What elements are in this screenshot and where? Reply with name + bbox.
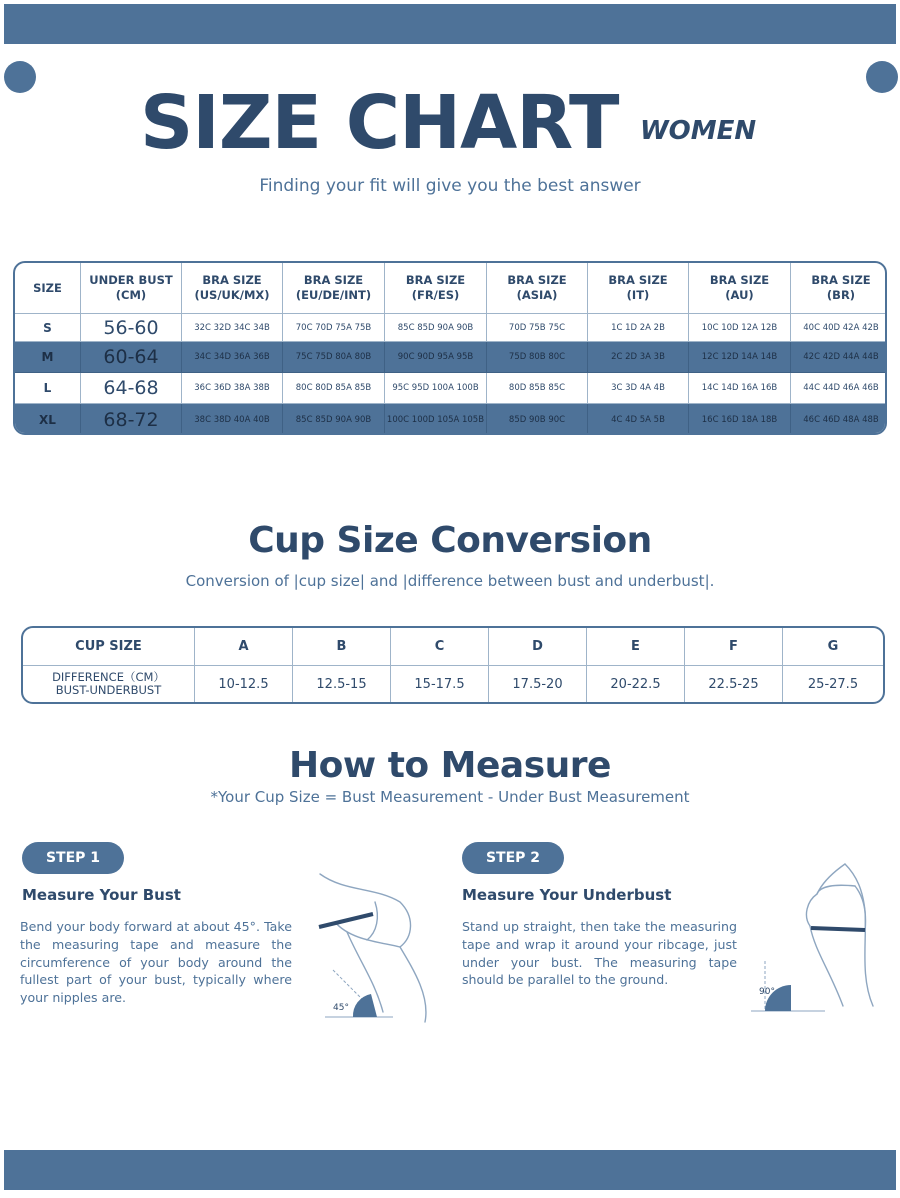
step2-pill: STEP 2	[462, 842, 564, 874]
step1-pill: STEP 1	[22, 842, 124, 874]
header-cell: BRA SIZE (BR)	[791, 263, 887, 314]
table-cell: 10C 10D 12A 12B	[689, 314, 791, 342]
table-cell: 70C 70D 75A 75B	[283, 314, 385, 342]
table-cell: 75D 80B 80C	[487, 342, 588, 373]
header-cell: SIZE	[15, 263, 81, 314]
difference-label: DIFFERENCE（CM） BUST-UNDERBUST	[23, 666, 195, 702]
header-cell: UNDER BUST (CM)	[81, 263, 182, 314]
header-cell: BRA SIZE (FR/ES)	[385, 263, 487, 314]
bust-measure-illustration-icon	[305, 862, 445, 1027]
table-cell: 4C 4D 5A 5B	[588, 404, 689, 435]
table-cell: 40C 40D 42A 42B	[791, 314, 887, 342]
table-cell: 90C 90D 95A 95B	[385, 342, 487, 373]
top-banner	[4, 4, 896, 44]
cup-cell: G	[783, 628, 883, 666]
table-cell: XL	[15, 404, 81, 435]
measure-note: *Your Cup Size = Bust Measurement - Under Bust Measurement	[210, 788, 690, 806]
table-cell: 60-64	[81, 342, 182, 373]
table-cell: S	[15, 314, 81, 342]
table-cell: 85C 85D 90A 90B	[283, 404, 385, 435]
table-cell: 3C 3D 4A 4B	[588, 373, 689, 404]
page-subtitle: Finding your fit will give you the best answer	[259, 176, 641, 196]
header-cell: BRA SIZE (ASIA)	[487, 263, 588, 314]
difference-cell: 22.5-25	[685, 666, 783, 702]
table-cell: 42C 42D 44A 44B	[791, 342, 887, 373]
step2-text: Stand up straight, then take the measuring tape and wrap it around your ribcage, just under your bust. The measuring tape should be parallel to the ground.	[462, 919, 737, 988]
difference-cell: 12.5-15	[293, 666, 391, 702]
underbust-measure-illustration-icon	[745, 856, 890, 1016]
table-cell: 16C 16D 18A 18B	[689, 404, 791, 435]
step1-text: Bend your body forward at about 45°. Take the measuring tape and measure the circumference of your body around the fullest part of your bust, typically where your nipples are.	[20, 919, 292, 1006]
page-title: SIZE CHART	[140, 80, 619, 166]
table-cell: 75C 75D 80A 80B	[283, 342, 385, 373]
table-cell: 100C 100D 105A 105B	[385, 404, 487, 435]
table-cell: M	[15, 342, 81, 373]
size-table	[13, 261, 887, 435]
measure-title: How to Measure	[289, 745, 611, 786]
decor-dot-left	[4, 61, 36, 93]
header-cell: BRA SIZE (EU/DE/INT)	[283, 263, 385, 314]
table-cell: 14C 14D 16A 16B	[689, 373, 791, 404]
bottom-banner	[4, 1150, 896, 1190]
cup-section-title: Cup Size Conversion	[248, 520, 652, 561]
table-cell: 85C 85D 90A 90B	[385, 314, 487, 342]
step1-title: Measure Your Bust	[22, 886, 181, 904]
table-cell: 34C 34D 36A 36B	[182, 342, 283, 373]
table-cell: 68-72	[81, 404, 182, 435]
cup-cell: A	[195, 628, 293, 666]
table-cell: 46C 46D 48A 48B	[791, 404, 887, 435]
cup-cell: D	[489, 628, 587, 666]
angle-label: 45°	[333, 1003, 349, 1013]
table-cell: 32C 32D 34C 34B	[182, 314, 283, 342]
table-cell: 80D 85B 85C	[487, 373, 588, 404]
cup-cell: C	[391, 628, 489, 666]
table-cell: 80C 80D 85A 85B	[283, 373, 385, 404]
difference-cell: 10-12.5	[195, 666, 293, 702]
angle-label: 90°	[759, 987, 775, 997]
table-cell: 95C 95D 100A 100B	[385, 373, 487, 404]
header-cell: BRA SIZE (IT)	[588, 263, 689, 314]
cup-cell: B	[293, 628, 391, 666]
table-cell: 38C 38D 40A 40B	[182, 404, 283, 435]
table-cell: 85D 90B 90C	[487, 404, 588, 435]
step2-title: Measure Your Underbust	[462, 886, 672, 904]
cup-section-subtitle: Conversion of |cup size| and |difference between bust and underbust|.	[185, 572, 715, 590]
cup-cell: E	[587, 628, 685, 666]
table-cell: 36C 36D 38A 38B	[182, 373, 283, 404]
table-cell: 64-68	[81, 373, 182, 404]
header-cell: BRA SIZE (US/UK/MX)	[182, 263, 283, 314]
title-tag: WOMEN	[640, 116, 757, 146]
difference-cell: 15-17.5	[391, 666, 489, 702]
cup-cell: F	[685, 628, 783, 666]
table-cell: 1C 1D 2A 2B	[588, 314, 689, 342]
difference-cell: 17.5-20	[489, 666, 587, 702]
decor-dot-right	[866, 61, 898, 93]
difference-cell: 25-27.5	[807, 676, 859, 692]
cup-size-label: CUP SIZE	[23, 628, 195, 666]
table-cell: 44C 44D 46A 46B	[791, 373, 887, 404]
table-cell: 2C 2D 3A 3B	[588, 342, 689, 373]
table-cell: 12C 12D 14A 14B	[689, 342, 791, 373]
table-cell: 56-60	[81, 314, 182, 342]
table-cell: L	[15, 373, 81, 404]
cup-table	[21, 626, 885, 704]
table-cell: 70D 75B 75C	[487, 314, 588, 342]
header-cell: BRA SIZE (AU)	[689, 263, 791, 314]
difference-cell: 20-22.5	[587, 666, 685, 702]
